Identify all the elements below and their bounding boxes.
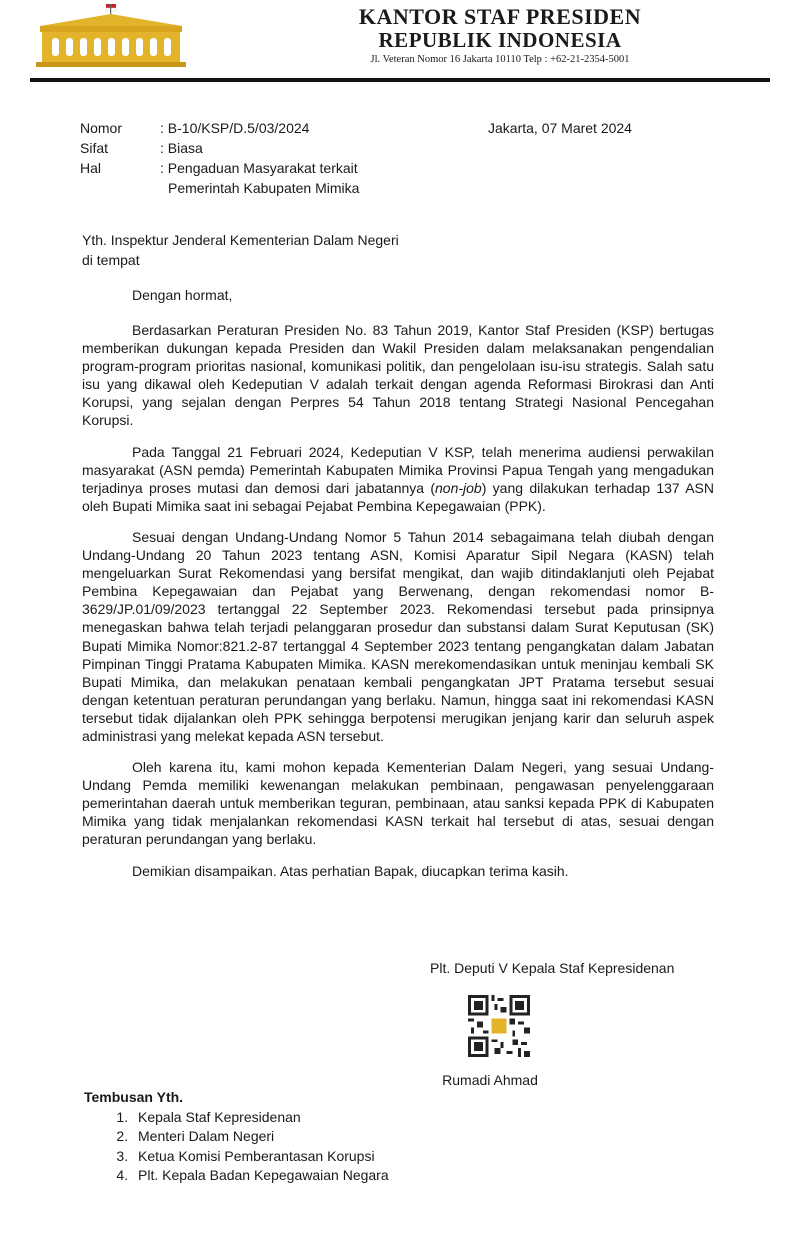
cc-item: 4. Plt. Kepala Badan Kepegawaian Negara — [132, 1166, 389, 1186]
sifat-label: Sifat — [80, 140, 109, 156]
sifat-value: : Biasa — [160, 140, 203, 156]
org-name-line2: REPUBLIK INDONESIA — [378, 28, 622, 52]
nomor-label: Nomor — [80, 120, 123, 136]
letter-date: Jakarta, 07 Maret 2024 — [488, 120, 632, 136]
meta-row-nomor — [80, 118, 428, 138]
signer-title: Plt. Deputi V Kepala Staf Kepresidenan — [430, 960, 675, 976]
addressee-line2: di tempat — [82, 252, 140, 268]
hal-value-cont: Pemerintah Kabupaten Mimika — [168, 180, 360, 196]
hal-value: : Pengaduan Masyarakat terkait — [160, 160, 358, 176]
cc-item: 1. Kepala Staf Kepresidenan — [132, 1108, 389, 1128]
org-name-line1: KANTOR STAF PRESIDEN — [358, 4, 642, 29]
meta-row-hal-cont — [80, 178, 428, 198]
cc-item: 3. Ketua Komisi Pemberantasan Korupsi — [132, 1147, 389, 1167]
letter-meta — [80, 118, 428, 198]
paragraph-4: Oleh karena itu, kami mohon kepada Kementerian Dalam Negeri, yang sesuai Undang-Undang Pemda memiliki kewenangan melakukan pembinaan, pengawasan penyelenggaraan pemerintahan daerah untuk memberikan teguran, pembinaan, atau sanksi kepada PPK di Kabupaten Mimika yang tidak menjalankan rekomendasi KASN terkait hal tersebut di atas, sesuai dengan peraturan perundangan yang berlaku. — [82, 759, 714, 848]
signer-name: Rumadi Ahmad — [442, 1072, 538, 1088]
paragraph-2 — [82, 443, 714, 515]
cc-items — [84, 1108, 389, 1186]
paragraph-3: Sesuai dengan Undang-Undang Nomor 5 Tahun 2014 sebagaimana telah diubah dengan Undang-Undang 20 Tahun 2023 tentang ASN, Komisi Aparatur Sipil Negara (KASN) telah mengeluarkan Surat Rekomendasi yang bersifat mengikat, dan wajib ditindaklanjuti oleh Pejabat Pembina Kepegawaian dan Pejabat yang Berwenang, dengan rekomendasi nomor B-3629/JP.01/09/2023 tertanggal 22 September 2023. Rekomendasi tersebut pada prinsipnya menegaskan bahwa telah terjadi pelanggaran prosedur dan substansi dalam Surat Keputusan (SK) Bupati Mimika Nomor:821.2-87 tertanggal 4 September 2023 tentang pengangkatan dalam Jabatan Pimpinan Tinggi Pratama Kabupaten Mimika. KASN merekomendasikan untuk meninjau kembali SK Bupati Mimika, dan melakukan penataan kembali pengangkatan JPT Pratama tersebut sesuai dengan ketentuan peraturan perundangan yang berlaku. Namun, hingga saat ini rekomendasi KASN tersebut tidak dijalankan oleh PPK sehingga berpotensi merugikan jenjang karir dan seluruh aspek administrasi yang melekat kepada ASN tersebut. — [82, 528, 714, 744]
letter-body — [82, 321, 714, 893]
meta-row-hal — [80, 158, 428, 178]
addressee-line1: Yth. Inspektur Jenderal Kementerian Dalam Negeri — [82, 232, 399, 248]
presidential-palace-logo-icon — [36, 4, 186, 68]
cc-list — [84, 1088, 389, 1186]
addressee — [82, 230, 399, 270]
hal-label: Hal — [80, 160, 102, 176]
org-address: Jl. Veteran Nomor 16 Jakarta 10110 Telp : +62-21-2354-5001 — [370, 54, 630, 65]
qr-code-signature-icon — [468, 995, 530, 1057]
letterhead-divider — [30, 78, 770, 82]
cc-title: Tembusan Yth. — [84, 1089, 184, 1105]
paragraph-2-part-a: Pada Tanggal 21 Februari 2024, Kedeputian V KSP, telah menerima audiensi perwakilan masyarakat (ASN pemda) Pemerintah Kabupaten Mimika Provinsi Papua Tengah yang mengadukan terjadinya proses mutasi dan demosi dari jabatannya ( — [82, 443, 714, 496]
paragraph-2-italic: non-job — [435, 479, 482, 496]
paragraph-5: Demikian disampaikan. Atas perhatian Bapak, diucapkan terima kasih. — [132, 862, 569, 879]
nomor-value: : B-10/KSP/D.5/03/2024 — [160, 120, 310, 136]
cc-item: 2. Menteri Dalam Negeri — [132, 1127, 389, 1147]
paragraph-2-part-b: ) yang dilakukan terhadap 137 ASN oleh Bupati Mimika saat ini sebagai Pejabat Pembina Kepegawaian (PPK). — [82, 479, 714, 514]
paragraph-1: Berdasarkan Peraturan Presiden No. 83 Tahun 2019, Kantor Staf Presiden (KSP) bertugas memberikan dukungan kepada Presiden dan Wakil Presiden dalam melaksanakan pengendalian program-program prioritas nasional, komunikasi politik, dan pengelolaan isu-isu strategis. Salah satu isu yang dikawal oleh Kedeputian V adalah terkait dengan agenda Reformasi Birokrasi dan Anti Korupsi, yang sejalan dengan Perpres 54 Tahun 2018 tentang Strategi Nasional Pencegahan Korupsi. — [82, 322, 714, 429]
meta-row-sifat — [80, 138, 428, 158]
greeting: Dengan hormat, — [132, 287, 233, 303]
